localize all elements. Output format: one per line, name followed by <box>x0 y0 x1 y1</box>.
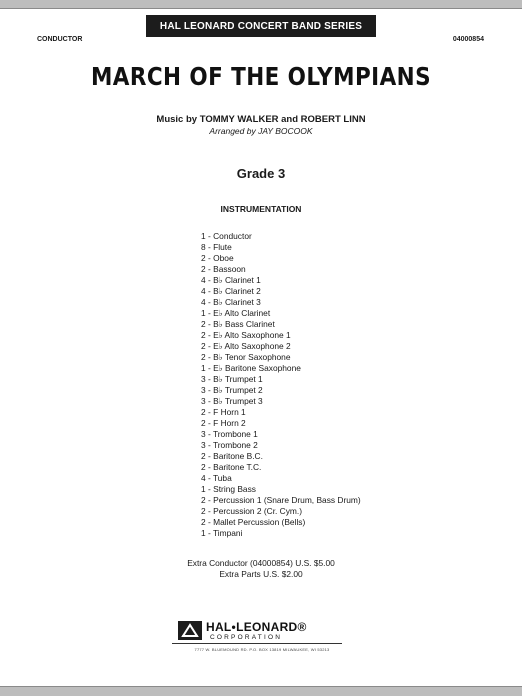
list-item <box>201 286 361 297</box>
credits <box>0 114 522 137</box>
part-quantity: 2 - <box>201 253 213 263</box>
list-item <box>201 352 361 363</box>
part-quantity: 1 - <box>201 484 213 494</box>
part-quantity: 2 - <box>201 264 213 274</box>
part-name: String Bass <box>213 484 256 494</box>
part-quantity: 2 - <box>201 517 213 527</box>
list-item <box>201 253 361 264</box>
list-item <box>201 528 361 539</box>
part-quantity: 4 - <box>201 473 213 483</box>
part-name: Percussion 1 (Snare Drum, Bass Drum) <box>213 495 361 505</box>
part-name: E♭ Baritone Saxophone <box>213 363 301 373</box>
list-item <box>201 506 361 517</box>
list-item <box>201 231 361 242</box>
part-quantity: 1 - <box>201 231 213 241</box>
instrumentation-heading: INSTRUMENTATION <box>220 204 302 214</box>
part-name: Oboe <box>213 253 234 263</box>
list-item <box>201 297 361 308</box>
part-name: E♭ Alto Clarinet <box>213 308 271 318</box>
catalog-number: 04000854 <box>452 36 484 43</box>
prices <box>0 558 522 580</box>
part-quantity: 2 - <box>201 506 213 516</box>
part-quantity: 1 - <box>201 363 213 373</box>
list-item <box>201 264 361 275</box>
list-item <box>201 396 361 407</box>
part-quantity: 2 - <box>201 319 213 329</box>
page-title: MARCH OF THE OLYMPIANS <box>90 62 432 91</box>
list-item <box>201 275 361 286</box>
list-item <box>201 418 361 429</box>
publisher-name: HAL•LEONARD® <box>206 620 307 634</box>
part-quantity: 2 - <box>201 341 213 351</box>
music-credit: Music by TOMMY WALKER and ROBERT LINN <box>156 114 366 125</box>
list-item <box>201 385 361 396</box>
part-name: B♭ Trumpet 1 <box>213 374 263 384</box>
part-name: Baritone T.C. <box>213 462 262 472</box>
list-item <box>201 429 361 440</box>
part-name: E♭ Alto Saxophone 2 <box>213 341 291 351</box>
part-quantity: 4 - <box>201 275 213 285</box>
part-name: B♭ Clarinet 3 <box>213 297 261 307</box>
list-item <box>201 440 361 451</box>
part-quantity: 3 - <box>201 440 213 450</box>
part-name: Percussion 2 (Cr. Cym.) <box>213 506 303 516</box>
bottom-edge-strip <box>0 686 522 696</box>
list-item <box>201 495 361 506</box>
extra-conductor-price: Extra Conductor (04000854) U.S. $5.00 <box>187 558 335 568</box>
list-item <box>201 374 361 385</box>
part-quantity: 4 - <box>201 297 213 307</box>
part-quantity: 8 - <box>201 242 213 252</box>
part-name: B♭ Clarinet 2 <box>213 286 261 296</box>
part-name: Mallet Percussion (Bells) <box>213 517 306 527</box>
logo-divider <box>172 643 342 644</box>
list-item <box>201 242 361 253</box>
list-item <box>201 462 361 473</box>
part-quantity: 1 - <box>201 308 213 318</box>
hal-leonard-logo-icon <box>178 621 202 640</box>
part-quantity: 2 - <box>201 418 213 428</box>
part-name: Tuba <box>212 473 232 483</box>
part-name: Conductor <box>213 231 252 241</box>
publisher-address: 7777 W. BLUEMOUND RD. P.O. BOX 13819 MILWAUKEE, WI 53213 <box>194 647 330 652</box>
part-quantity: 2 - <box>201 407 213 417</box>
publisher-subtitle: CORPORATION <box>210 634 283 641</box>
part-name: B♭ Bass Clarinet <box>213 319 275 329</box>
part-name: Trombone 2 <box>212 440 258 450</box>
part-quantity: 1 - <box>201 528 213 538</box>
list-item <box>201 330 361 341</box>
part-quantity: 2 - <box>201 451 213 461</box>
part-name: Bassoon <box>213 264 246 274</box>
part-quantity: 3 - <box>201 429 213 439</box>
part-name: B♭ Trumpet 3 <box>213 396 263 406</box>
part-quantity: 2 - <box>201 330 213 340</box>
part-name: F Horn 1 <box>213 407 246 417</box>
grade-level: Grade 3 <box>236 166 286 181</box>
part-quantity: 3 - <box>201 385 213 395</box>
part-name: Baritone B.C. <box>213 451 263 461</box>
instrumentation-list <box>201 231 361 539</box>
part-quantity: 3 - <box>201 396 213 406</box>
list-item <box>201 484 361 495</box>
part-name: F Horn 2 <box>213 418 246 428</box>
part-name: Flute <box>213 242 232 252</box>
list-item <box>201 473 361 484</box>
conductor-label: CONDUCTOR <box>37 36 83 43</box>
list-item <box>201 308 361 319</box>
part-name: Trombone 1 <box>212 429 258 439</box>
extra-parts-price: Extra Parts U.S. $2.00 <box>219 569 303 579</box>
part-quantity: 4 - <box>201 286 213 296</box>
part-name: B♭ Tenor Saxophone <box>213 352 291 362</box>
part-name: B♭ Trumpet 2 <box>213 385 263 395</box>
list-item <box>201 363 361 374</box>
list-item <box>201 407 361 418</box>
part-quantity: 3 - <box>201 374 213 384</box>
list-item <box>201 341 361 352</box>
part-quantity: 2 - <box>201 495 213 505</box>
part-name: E♭ Alto Saxophone 1 <box>213 330 291 340</box>
list-item <box>201 319 361 330</box>
arranger-credit: Arranged by JAY BOCOOK <box>209 126 313 136</box>
list-item <box>201 451 361 462</box>
list-item <box>201 517 361 528</box>
part-quantity: 2 - <box>201 352 213 362</box>
part-quantity: 2 - <box>201 462 213 472</box>
part-name: B♭ Clarinet 1 <box>213 275 261 285</box>
top-edge-strip <box>0 0 522 9</box>
part-name: Timpani <box>212 528 243 538</box>
series-banner: HAL LEONARD CONCERT BAND SERIES <box>146 15 376 37</box>
